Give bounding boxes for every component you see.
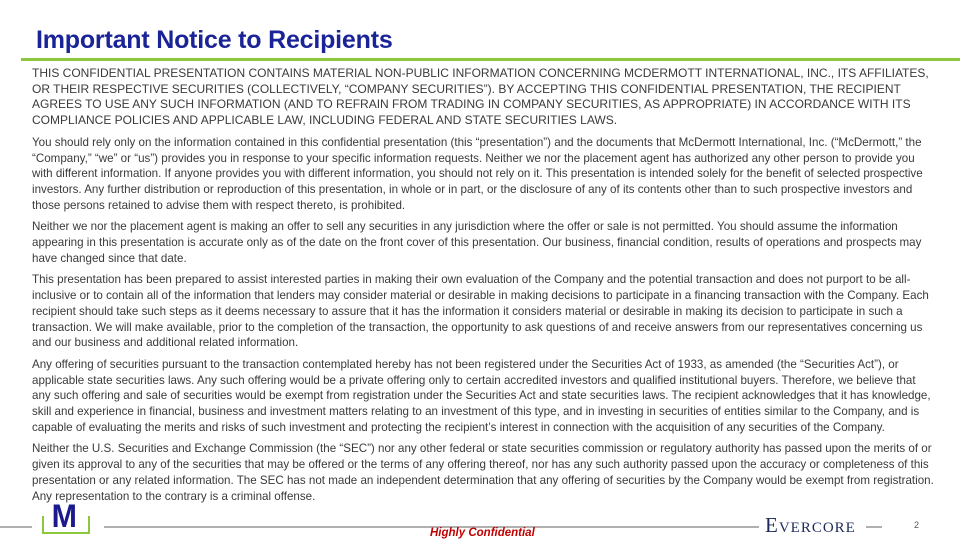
notice-paragraph-caps: THIS CONFIDENTIAL PRESENTATION CONTAINS MATERIAL NON-PUBLIC INFORMATION CONCERNING MCDERMOTT INTERNATIONAL, INC., ITS AFFILIATES, OR THEIR RESPECTIVE SECURITIES (COLLECTIVELY, “COMPANY SECURITIES”). BY ACCEPTING THIS CONFIDENTIAL PRESENTATION, THE RECIPIENT AGREES TO USE ANY SUCH INFORMATION (AND TO REFRAIN FROM TRADING IN COMPANY SECURITIES, AS APPROPRIATE) IN ACCORDANCE WITH ITS COMPLIANCE POLICIES AND APPLICABLE LAW, INCLUDING FEDERAL AND STATE SECURITIES LAWS.: [32, 66, 929, 128]
notice-paragraph: This presentation has been prepared to assist interested parties in making their own evaluation of the Company and the potential transaction and does not purport to be all-inclusive or to contain all of the information that lenders may consider material or desirable in making decisions to participate in a financing transaction with the Company. Each recipient should take such steps as it deems necessary to assure that it has the information it considers material or desirable in making its decision to participate in such a transaction. We will make available, prior to the completion of the transaction, the opportunity to ask questions of and receive answers from our representatives concerning us and our business and additional related information.: [32, 273, 929, 350]
notice-paragraph: Neither we nor the placement agent is making an offer to sell any securities in any jurisdiction where the offer or sale is not permitted. You should assume the information appearing in this presentation is accurate only as of the date on the front cover of this presentation. Our business, financial condition, results of operations and prospects may have changed since that date.: [32, 220, 922, 265]
confidential-label: Highly Confidential: [430, 527, 535, 539]
evercore-logo-initial: E: [765, 513, 779, 537]
notice-paragraph: Neither the U.S. Securities and Exchange Commission (the “SEC”) nor any other federal or state securities commission or regulatory authority has passed upon the merits of or given its approval to any of the securities that may be offered or the terms of any offering thereof, nor has any such authority passed upon the accuracy or completeness of this presentation or any related information. The SEC has not made an independent determination that any offering of securities by the Company would be exempt from registration. Any representation to the contrary is a criminal offense.: [32, 442, 934, 503]
page-title: Important Notice to Recipients: [36, 26, 393, 54]
footer-divider: [0, 526, 32, 528]
evercore-logo-rest: VERCORE: [778, 520, 856, 536]
notice-body: [32, 66, 936, 510]
evercore-logo: [765, 514, 856, 539]
mcdermott-logo-letter: M: [51, 498, 77, 534]
title-underline: [21, 58, 960, 61]
footer-divider: [866, 526, 882, 528]
notice-paragraph: Any offering of securities pursuant to the transaction contemplated hereby has not been registered under the Securities Act of 1933, as amended (the “Securities Act”), or applicable state securities laws. Any such offering would be a private offering only to certain accredited investors and qualified institutional buyers. Therefore, we believe that any such offering and sale of securities would be exempt from registration under the Securities Act and state securities laws. The recipient acknowledges that it has knowledge, skill and experience in financial, business and investment matters relating to an investment of this type, and in investing in securities of entities similar to the Company, and is capable of evaluating the merits and risks of such investment and protecting the recipient’s interest in connection with the acquisition of any securities of the Company.: [32, 357, 931, 434]
notice-paragraph: You should rely only on the information contained in this confidential presentation (this “presentation”) and the documents that McDermott International, Inc. (“McDermott,” the “Company,” “we” or “us”) provides you in response to your specific information requests. Neither we nor the placement agent has authorized any other person to provide you with different information. If anyone provides you with different information, you should not rely on it. This presentation is intended solely for the benefit of selected prospective investors. Any further distribution or reproduction of this presentation, in whole or in part, or the disclosure of any of its contents other than to such prospective investors and those persons retained to advise them with respect thereto, is prohibited.: [32, 135, 923, 212]
mcdermott-logo: [42, 498, 90, 534]
page-number: 2: [914, 520, 920, 530]
